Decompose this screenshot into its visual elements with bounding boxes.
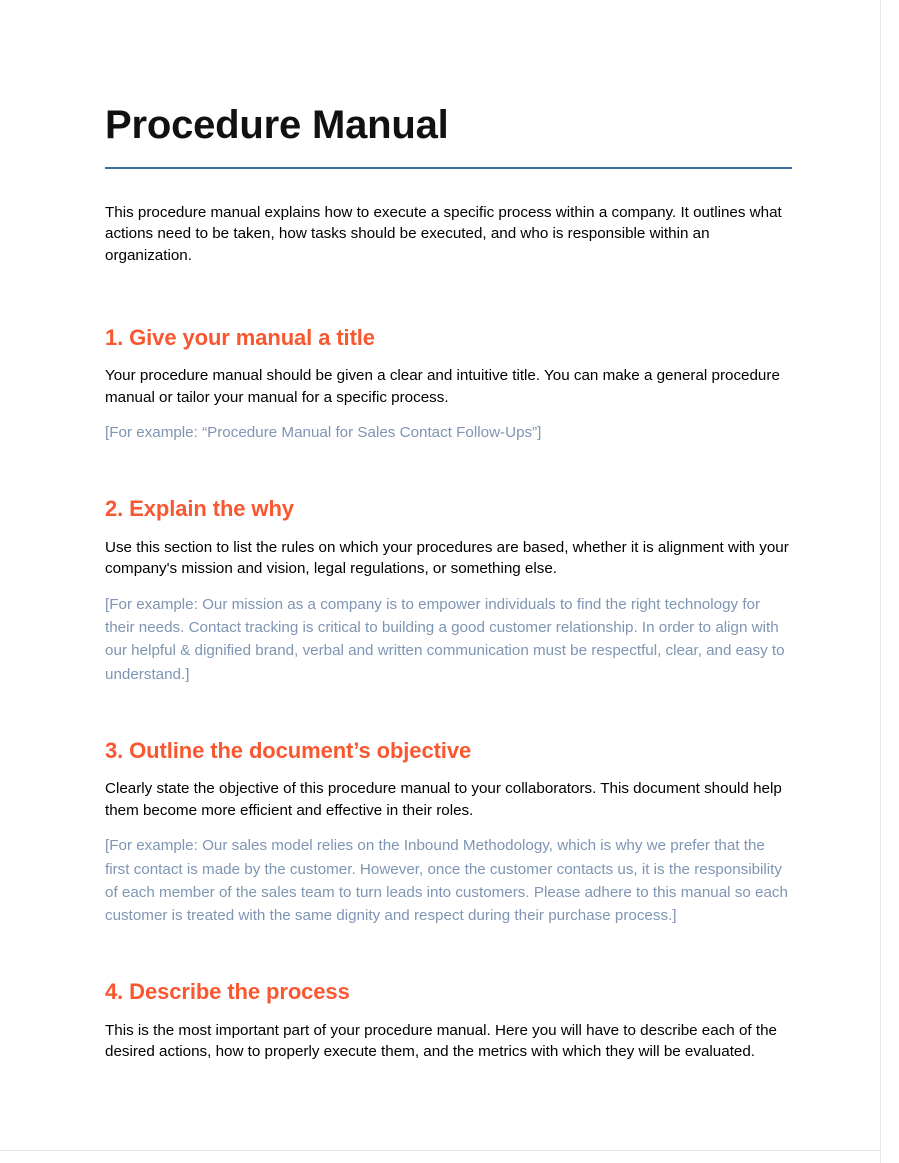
section-4-heading: 4. Describe the process	[105, 979, 350, 1005]
page-edge-bottom	[0, 1150, 880, 1151]
section-1	[105, 267, 792, 445]
section-2-body: Use this section to list the rules on which your procedures are based, whether it is alignment with your company's mission and vision, legal regulations, or something else.	[105, 538, 789, 578]
section-2-heading: 2. Explain the why	[105, 496, 294, 522]
section-2-example: [For example: Our mission as a company is to empower individuals to find the right technology for their needs. Contact tracking is critical to building a good customer relationship. In order to align with our helpful & dignified brand, verbal and written communication must be respectful, clear, and easy to understand.]	[105, 595, 785, 683]
section-1-example: [For example: “Procedure Manual for Sales Contact Follow-Ups”]	[105, 424, 542, 442]
page-edge-right	[880, 0, 881, 1163]
section-3-example: [For example: Our sales model relies on the Inbound Methodology, which is why we prefer that the first contact is made by the customer. However, once the customer contacts us, it is the responsibility of each member of the sales team to turn leads into customers. Please adhere to this manual so each customer is treated with the same dignity and respect during their purchase process.]	[105, 837, 788, 925]
section-3-heading: 3. Outline the document’s objective	[105, 737, 472, 763]
section-3	[105, 686, 792, 928]
document-content	[105, 0, 792, 1063]
section-3-body: Clearly state the objective of this procedure manual to your collaborators. This document should help them become more efficient and effective in their roles.	[105, 780, 782, 819]
section-4-body: This is the most important part of your procedure manual. Here you will have to describe each of the desired actions, how to properly execute them, and the metrics with which they will be evaluated.	[105, 1021, 777, 1061]
section-2	[105, 444, 792, 686]
section-1-body: Your procedure manual should be given a clear and intuitive title. You can make a general procedure manual or tailor your manual for a specific process.	[105, 366, 780, 406]
page-title: Procedure Manual	[105, 103, 449, 147]
section-4	[105, 927, 792, 1063]
intro-paragraph: This procedure manual explains how to execute a specific process within a company. It outlines what actions need to be taken, how tasks should be executed, and who is responsible within an organization.	[105, 203, 782, 264]
title-divider	[105, 167, 792, 169]
section-1-heading: 1. Give your manual a title	[105, 324, 375, 350]
